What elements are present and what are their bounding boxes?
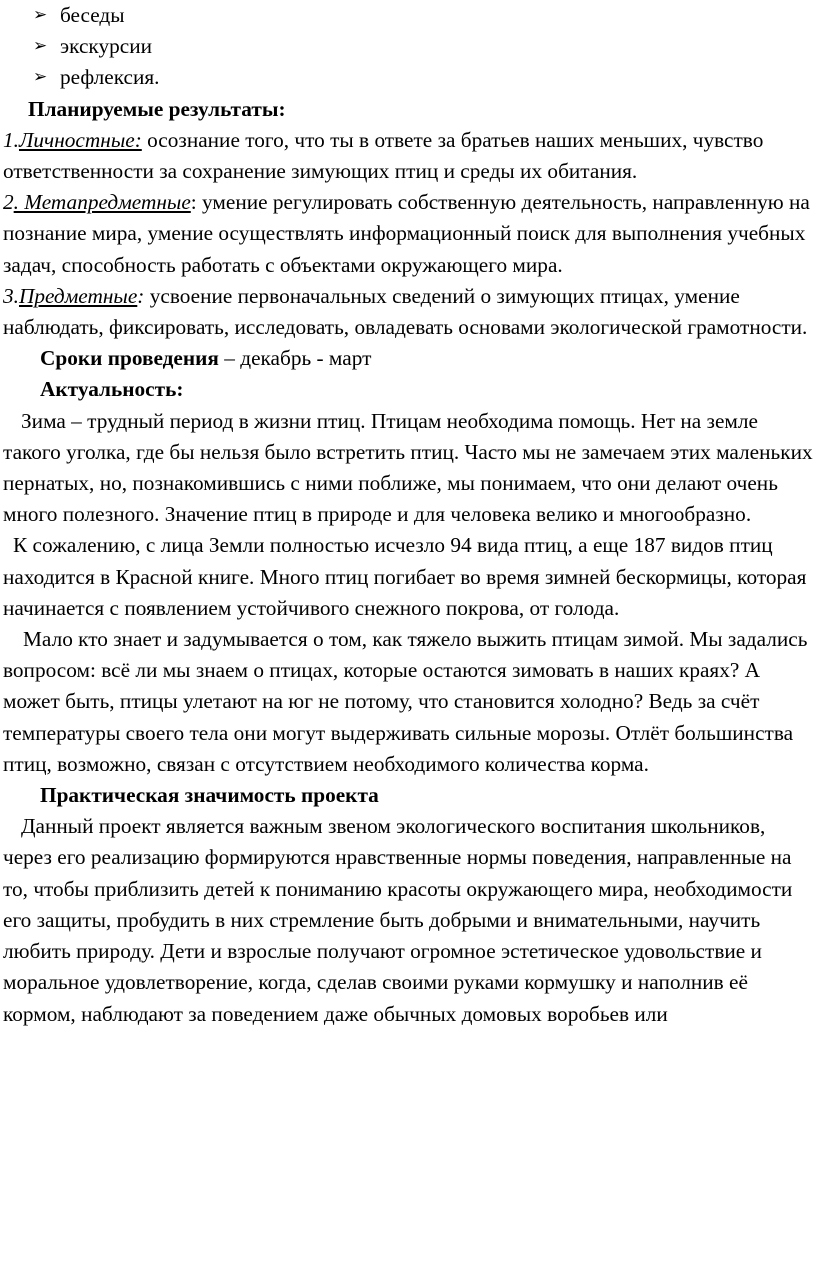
results-subject: 3.Предметные: усвоение первоначальных сведений о зимующих птицах, умение наблюдать, фиксировать, исследовать, овладевать основами экологической грамотности. bbox=[3, 283, 808, 340]
results-heading: Планируемые результаты: bbox=[28, 96, 286, 121]
list-item: ➢ экскурсии bbox=[3, 31, 813, 62]
arrowhead-bullet-icon: ➢ bbox=[33, 67, 48, 88]
list-item: ➢ беседы bbox=[3, 0, 813, 31]
terms-line: Сроки проведения – декабрь - март bbox=[40, 346, 372, 371]
relevance-paragraph-2: К сожалению, с лица Земли полностью исчезло 94 вида птиц, а еще 187 видов птиц находится в Красной книге. Много птиц погибает во время зимней бескормицы, которая начинается с появлением устойчивого снежного покрова, от голода. bbox=[3, 533, 807, 620]
arrowhead-bullet-icon: ➢ bbox=[33, 5, 48, 25]
list-item: ➢ рефлексия. bbox=[3, 62, 813, 93]
practical-heading: Практическая значимость проекта bbox=[40, 783, 379, 808]
arrowhead-bullet-icon: ➢ bbox=[33, 36, 48, 57]
relevance-paragraph-3: Мало кто знает и задумывается о том, как тяжело выжить птицам зимой. Мы задались вопросом: всё ли мы знаем о птицах, которые остаются зимовать в наших краях? А может быть, птицы улетают на юг не потому, что становится холодно? Ведь за счёт температуры своего тела они могут выдерживать сильные морозы. Отлёт большинства птиц, возможно, связан с отсутствием необходимого количества корма. bbox=[3, 627, 808, 776]
relevance-paragraph-1: Зима – трудный период в жизни птиц. Птицам необходима помощь. Нет на земле такого уголка, где бы нельзя было встретить птиц. Часто мы не замечаем этих маленьких пернатых, но, познакомившись с ними поближе, мы понимаем, что они делают очень много полезного. Значение птиц в природе и для человека велико и многообразно. bbox=[3, 408, 813, 527]
practical-paragraph-1: Данный проект является важным звеном экологического воспитания школьников, через его реализацию формируются нравственные нормы поведения, направленные на то, чтобы приблизить детей к пониманию красоты окружающего мира, необходимости его защиты, пробудить в них стремление быть добрыми и внимательными, научить любить природу. Дети и взрослые получают огромное эстетическое удовольствие и моральное удовлетворение, когда, сделав своими руками кормушку и наполнив её кормом, наблюдают за поведением даже обычных домовых воробьев или bbox=[3, 814, 793, 1026]
results-personal: 1.Личностные: осознание того, что ты в ответе за братьев наших меньших, чувство ответственности за сохранение зимующих птиц и среды их обитания. bbox=[3, 127, 764, 184]
results-meta: 2. Метапредметные: умение регулировать собственную деятельность, направленную на познание мира, умение осуществлять информационный поиск для выполнения учебных задач, способность работать с объектами окружающего мира. bbox=[3, 190, 810, 277]
method-list bbox=[3, 0, 813, 94]
relevance-heading: Актуальность: bbox=[40, 377, 184, 402]
